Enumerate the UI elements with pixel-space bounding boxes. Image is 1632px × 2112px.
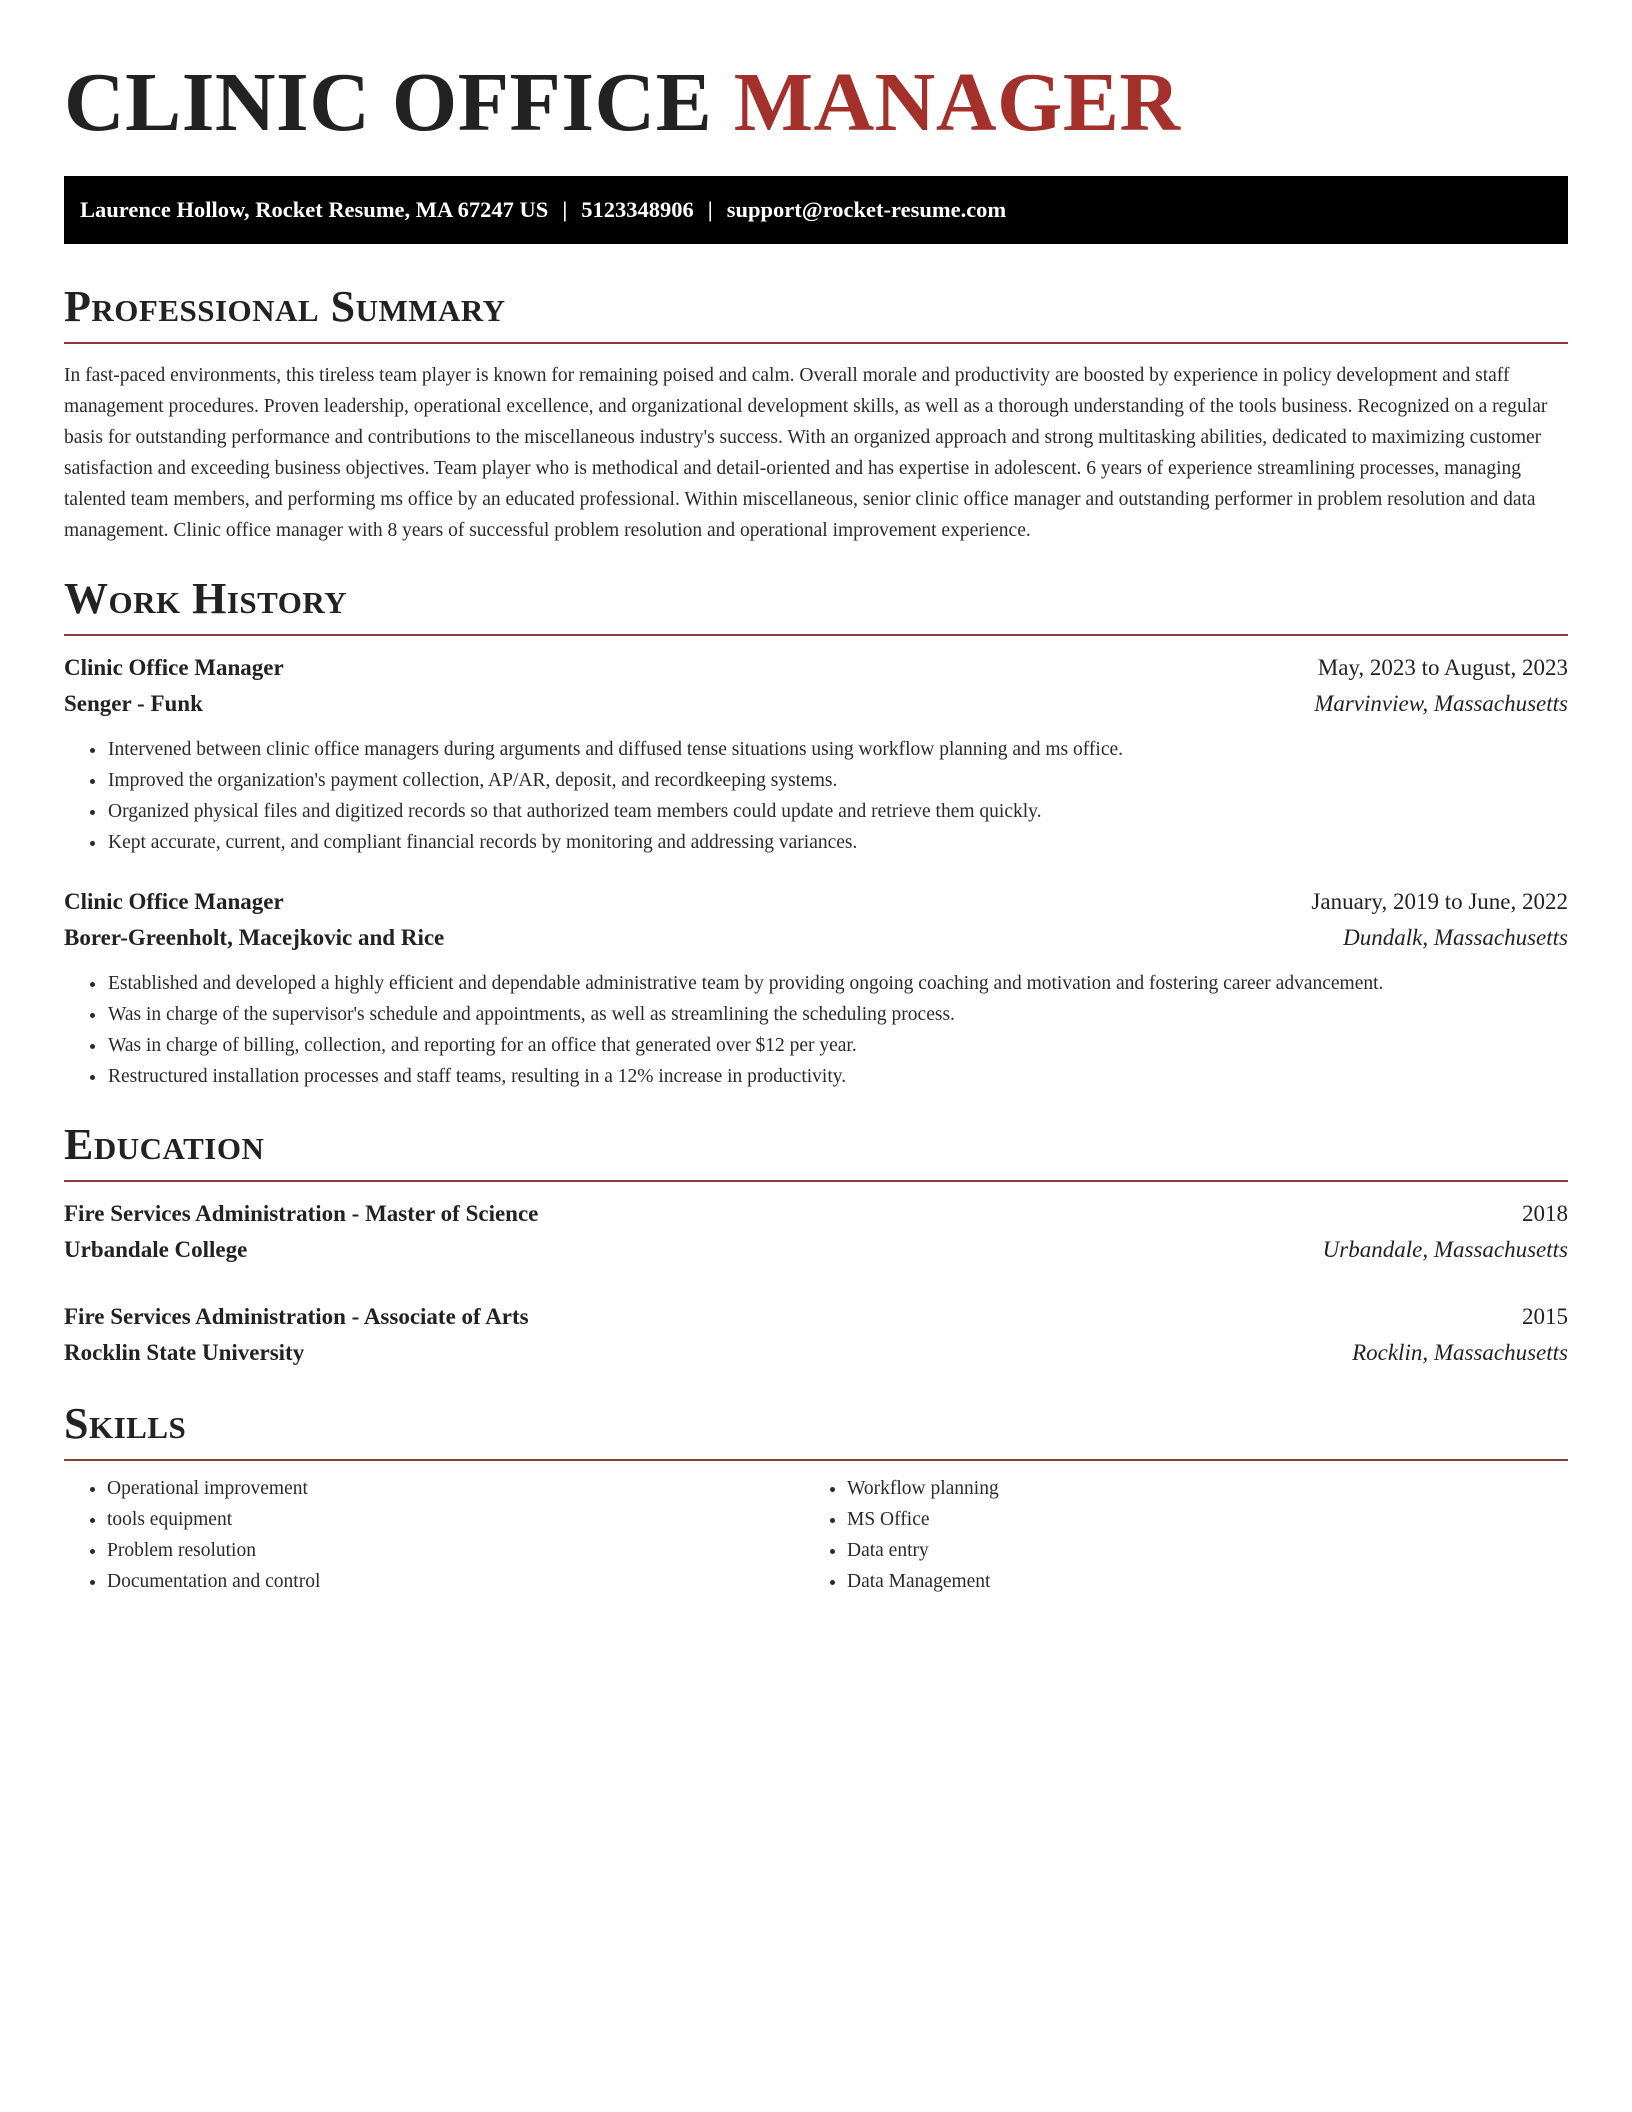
skill-item: • tools equipment [107,1504,804,1535]
degree-name: Fire Services Administration - Associate of Arts [64,1304,529,1329]
degree-row [64,1299,1568,1335]
skill-item: • Documentation and control [107,1566,804,1597]
job-bullet: • Was in charge of the supervisor's schedule and appointments, as well as streamlining the scheduling process. [107,999,1568,1030]
school-name: Rocklin State University [64,1340,305,1365]
school-row [64,1232,1568,1268]
job-bullet: • Kept accurate, current, and compliant financial records by monitoring and addressing variances. [107,827,1568,858]
contact-separator: | [707,197,713,222]
section-divider [64,342,1568,344]
job-dates: January, 2019 to June, 2022 [1311,889,1568,914]
skill-item: • Data entry [847,1535,1544,1566]
resume-title [64,0,1568,148]
skills-list-left [64,1473,804,1597]
section-divider [64,634,1568,636]
contact-address: Laurence Hollow, Rocket Resume, MA 67247 US [80,197,549,222]
job-dates: May, 2023 to August, 2023 [1317,655,1568,680]
section-divider [64,1180,1568,1182]
skills-heading: Skills [64,1399,187,1448]
job-company-row [64,920,1568,956]
job-bullet: • Organized physical files and digitized records so that authorized team members could update and retrieve them quickly. [107,796,1568,827]
contact-phone: 5123348906 [581,197,694,222]
job-location: Dundalk, Massachusetts [1343,925,1568,950]
job-bullet: • Was in charge of billing, collection, and reporting for an office that generated over $12 per year. [107,1030,1568,1061]
skill-item: • MS Office [847,1504,1544,1535]
job-bullets [64,734,1568,858]
job-company-row [64,686,1568,722]
job-bullet: • Intervened between clinic office managers during arguments and diffused tense situations using workflow planning and ms office. [107,734,1568,765]
school-location: Urbandale, Massachusetts [1322,1237,1568,1262]
summary-heading: Professional Summary [64,282,506,331]
job-title: Clinic Office Manager [64,889,284,914]
job-location: Marvinview, Massachusetts [1314,691,1568,716]
skill-item: • Operational improvement [107,1473,804,1504]
job-entry [64,650,1568,858]
school-location: Rocklin, Massachusetts [1352,1340,1568,1365]
job-bullet: • Improved the organization's payment collection, AP/AR, deposit, and recordkeeping systems. [107,765,1568,796]
education-section [64,1118,1568,1371]
degree-row [64,1196,1568,1232]
title-part-2: MANAGER [733,56,1181,149]
job-title: Clinic Office Manager [64,655,284,680]
degree-year: 2015 [1522,1304,1568,1329]
degree-name: Fire Services Administration - Master of Science [64,1201,539,1226]
skills-list-right [804,1473,1544,1597]
summary-text: In fast-paced environments, this tireless team player is known for remaining poised and calm. Overall morale and productivity are boosted by experience in policy development and staff management procedures. Proven leadership, operational excellence, and organizational development skills, as well as a thorough understanding of the tools business. Recognized on a regular basis for outstanding performance and contributions to the miscellaneous industry's success. With an organized approach and strong multitasking abilities, dedicated to maximizing customer satisfaction and exceeding business objectives. Team player who is methodical and detail-oriented and has expertise in adolescent. 6 years of experience streamlining processes, managing talented team members, and performing ms office by an educated professional. Within miscellaneous, senior clinic office manager and outstanding performer in problem resolution and data management. Clinic office manager with 8 years of successful problem resolution and operational improvement experience. [64,365,1548,541]
school-row [64,1335,1568,1371]
job-bullet: • Restructured installation processes and staff teams, resulting in a 12% increase in productivity. [107,1061,1568,1092]
summary-section [64,280,1568,546]
skill-item: • Data Management [847,1566,1544,1597]
skill-item: • Problem resolution [107,1535,804,1566]
degree-year: 2018 [1522,1201,1568,1226]
job-header-row [64,650,1568,686]
contact-separator: | [562,197,568,222]
work-history-section [64,572,1568,1092]
skills-section [64,1397,1568,1597]
education-heading: Education [64,1120,265,1169]
skills-columns [64,1473,1568,1597]
contact-email[interactable]: support@rocket-resume.com [726,197,1007,222]
job-company: Senger - Funk [64,691,203,716]
contact-bar [64,176,1568,244]
education-entry [64,1299,1568,1371]
education-entry [64,1196,1568,1268]
school-name: Urbandale College [64,1237,248,1262]
job-header-row [64,884,1568,920]
job-company: Borer-Greenholt, Macejkovic and Rice [64,925,445,950]
title-part-1: CLINIC OFFICE [64,56,713,149]
job-bullet: • Established and developed a highly efficient and dependable administrative team by providing ongoing coaching and motivation and fostering career advancement. [107,968,1568,999]
section-divider [64,1459,1568,1461]
skill-item: • Workflow planning [847,1473,1544,1504]
job-bullets [64,968,1568,1092]
work-history-heading: Work History [64,574,348,623]
job-entry [64,884,1568,1092]
